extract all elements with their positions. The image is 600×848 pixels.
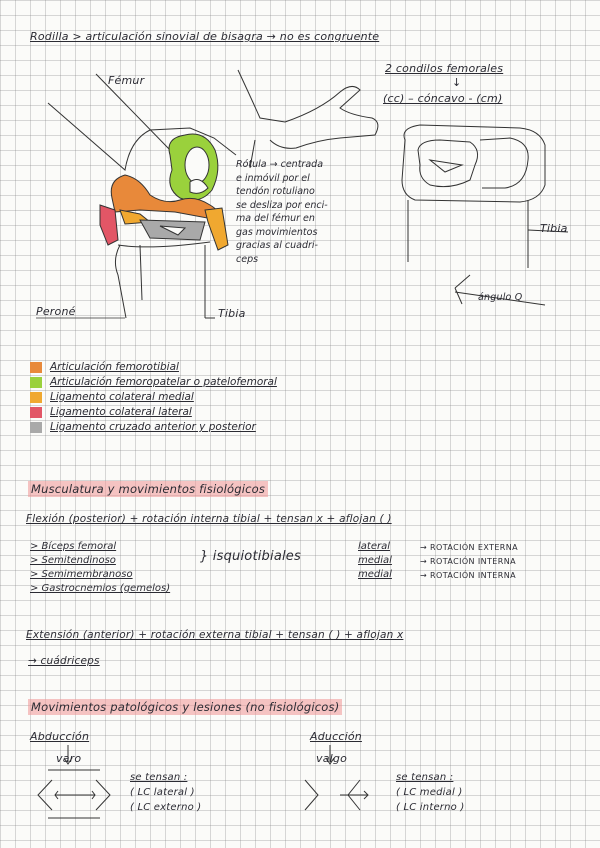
varo-label: varo (56, 752, 82, 765)
valgo-diagram (305, 780, 368, 810)
label-angle-q: ángulo Q (478, 292, 523, 303)
muscle-item: > Semitendinoso (30, 555, 116, 566)
legend-swatch (30, 377, 42, 388)
note-line: Rótula → centrada (236, 159, 324, 170)
legend-label: Ligamento colateral medial (50, 391, 194, 403)
isquiotibiales-group: } isquiotibiales (200, 549, 301, 564)
legend-swatch (30, 407, 42, 418)
header-arrow: ↓ (452, 76, 462, 89)
patella-note (236, 158, 328, 266)
extension-line: Extensión (anterior) + rotación externa tibial + tensan ( ) + aflojan x (26, 629, 404, 641)
valgo-label: valgo (316, 752, 348, 765)
muscle-item: > Bíceps femoral (30, 541, 117, 552)
legend-label: Articulación femoropatelar o patelofemoral (50, 376, 277, 388)
note-line: gracias al cuadri- (236, 240, 318, 251)
rotation-actions (420, 541, 518, 583)
tensan-left: se tensan : (130, 772, 188, 783)
header-condyles: 2 condilos femorales (385, 62, 504, 75)
lig-right-2: ( LC interno ) (396, 802, 465, 813)
rotation-labels (358, 540, 392, 582)
lig-left-2: ( LC externo ) (130, 802, 202, 813)
note-line: ceps (236, 253, 259, 265)
varo-diagram (38, 780, 110, 810)
legend-item (30, 375, 277, 389)
rotation-action: → ROTACIÓN INTERNA (420, 571, 516, 580)
tensan-right: se tensan : (396, 772, 454, 783)
label-femur: Fémur (108, 74, 145, 87)
lig-right-1: ( LC medial ) (396, 787, 463, 798)
rotation-action: → ROTACIÓN EXTERNA (420, 543, 519, 552)
label-tibia-left: Tibia (218, 307, 246, 320)
rotation-label: medial (358, 569, 392, 580)
angle-q-mark (455, 275, 470, 304)
note-line: ma del fémur en (236, 213, 315, 224)
note-line: se desliza por enci- (236, 199, 328, 211)
legend-swatch (30, 362, 42, 373)
label-tibia-right: Tibia (540, 222, 568, 235)
rotation-label: lateral (358, 541, 390, 552)
section-title-pathological: Movimientos patológicos y lesiones (no fisiológicos) (28, 699, 342, 715)
tibia-plateau (402, 125, 545, 202)
section-title-muscles: Musculatura y movimientos fisiológicos (28, 481, 268, 497)
label-perone: Peroné (36, 305, 76, 318)
legend-label: Ligamento cruzado anterior y posterior (50, 421, 256, 433)
legend-label: Articulación femorotibial (50, 361, 179, 373)
rotation-action: → ROTACIÓN INTERNA (420, 557, 516, 566)
legend-swatch (30, 392, 42, 403)
legend-item (30, 360, 179, 374)
header-types: (cc) – cóncavo - (cm) (383, 92, 503, 105)
header-text: Rodilla > articulación sinovial de bisagra → no es congruente (30, 30, 380, 43)
aduccion-label: Aducción (310, 730, 362, 743)
legend-item (30, 405, 192, 419)
muscle-item: > Semimembranoso (30, 569, 133, 580)
cuadriceps-line: → cuádriceps (28, 655, 100, 667)
muscle-list (30, 540, 170, 596)
note-line: tendón rotuliano (236, 186, 315, 197)
lig-left-1: ( LC lateral ) (130, 787, 195, 798)
leg-sketch (238, 70, 378, 148)
tibia-outline (140, 245, 205, 318)
muscle-item: > Gastrocnemios (gemelos) (30, 583, 171, 594)
legend-item (30, 390, 194, 404)
knee-joint-colored (100, 134, 228, 250)
legend-label: Ligamento colateral lateral (50, 406, 192, 418)
rotation-label: medial (358, 555, 392, 566)
flexion-line: Flexión (posterior) + rotación interna tibial + tensan x + aflojan ( ) (26, 513, 392, 525)
abduccion-label: Abducción (30, 730, 90, 743)
perone-outline (115, 245, 126, 318)
note-line: gas movimientos (236, 226, 318, 238)
legend-swatch (30, 422, 42, 433)
note-line: e inmóvil por el (236, 172, 310, 184)
legend-item (30, 420, 256, 434)
